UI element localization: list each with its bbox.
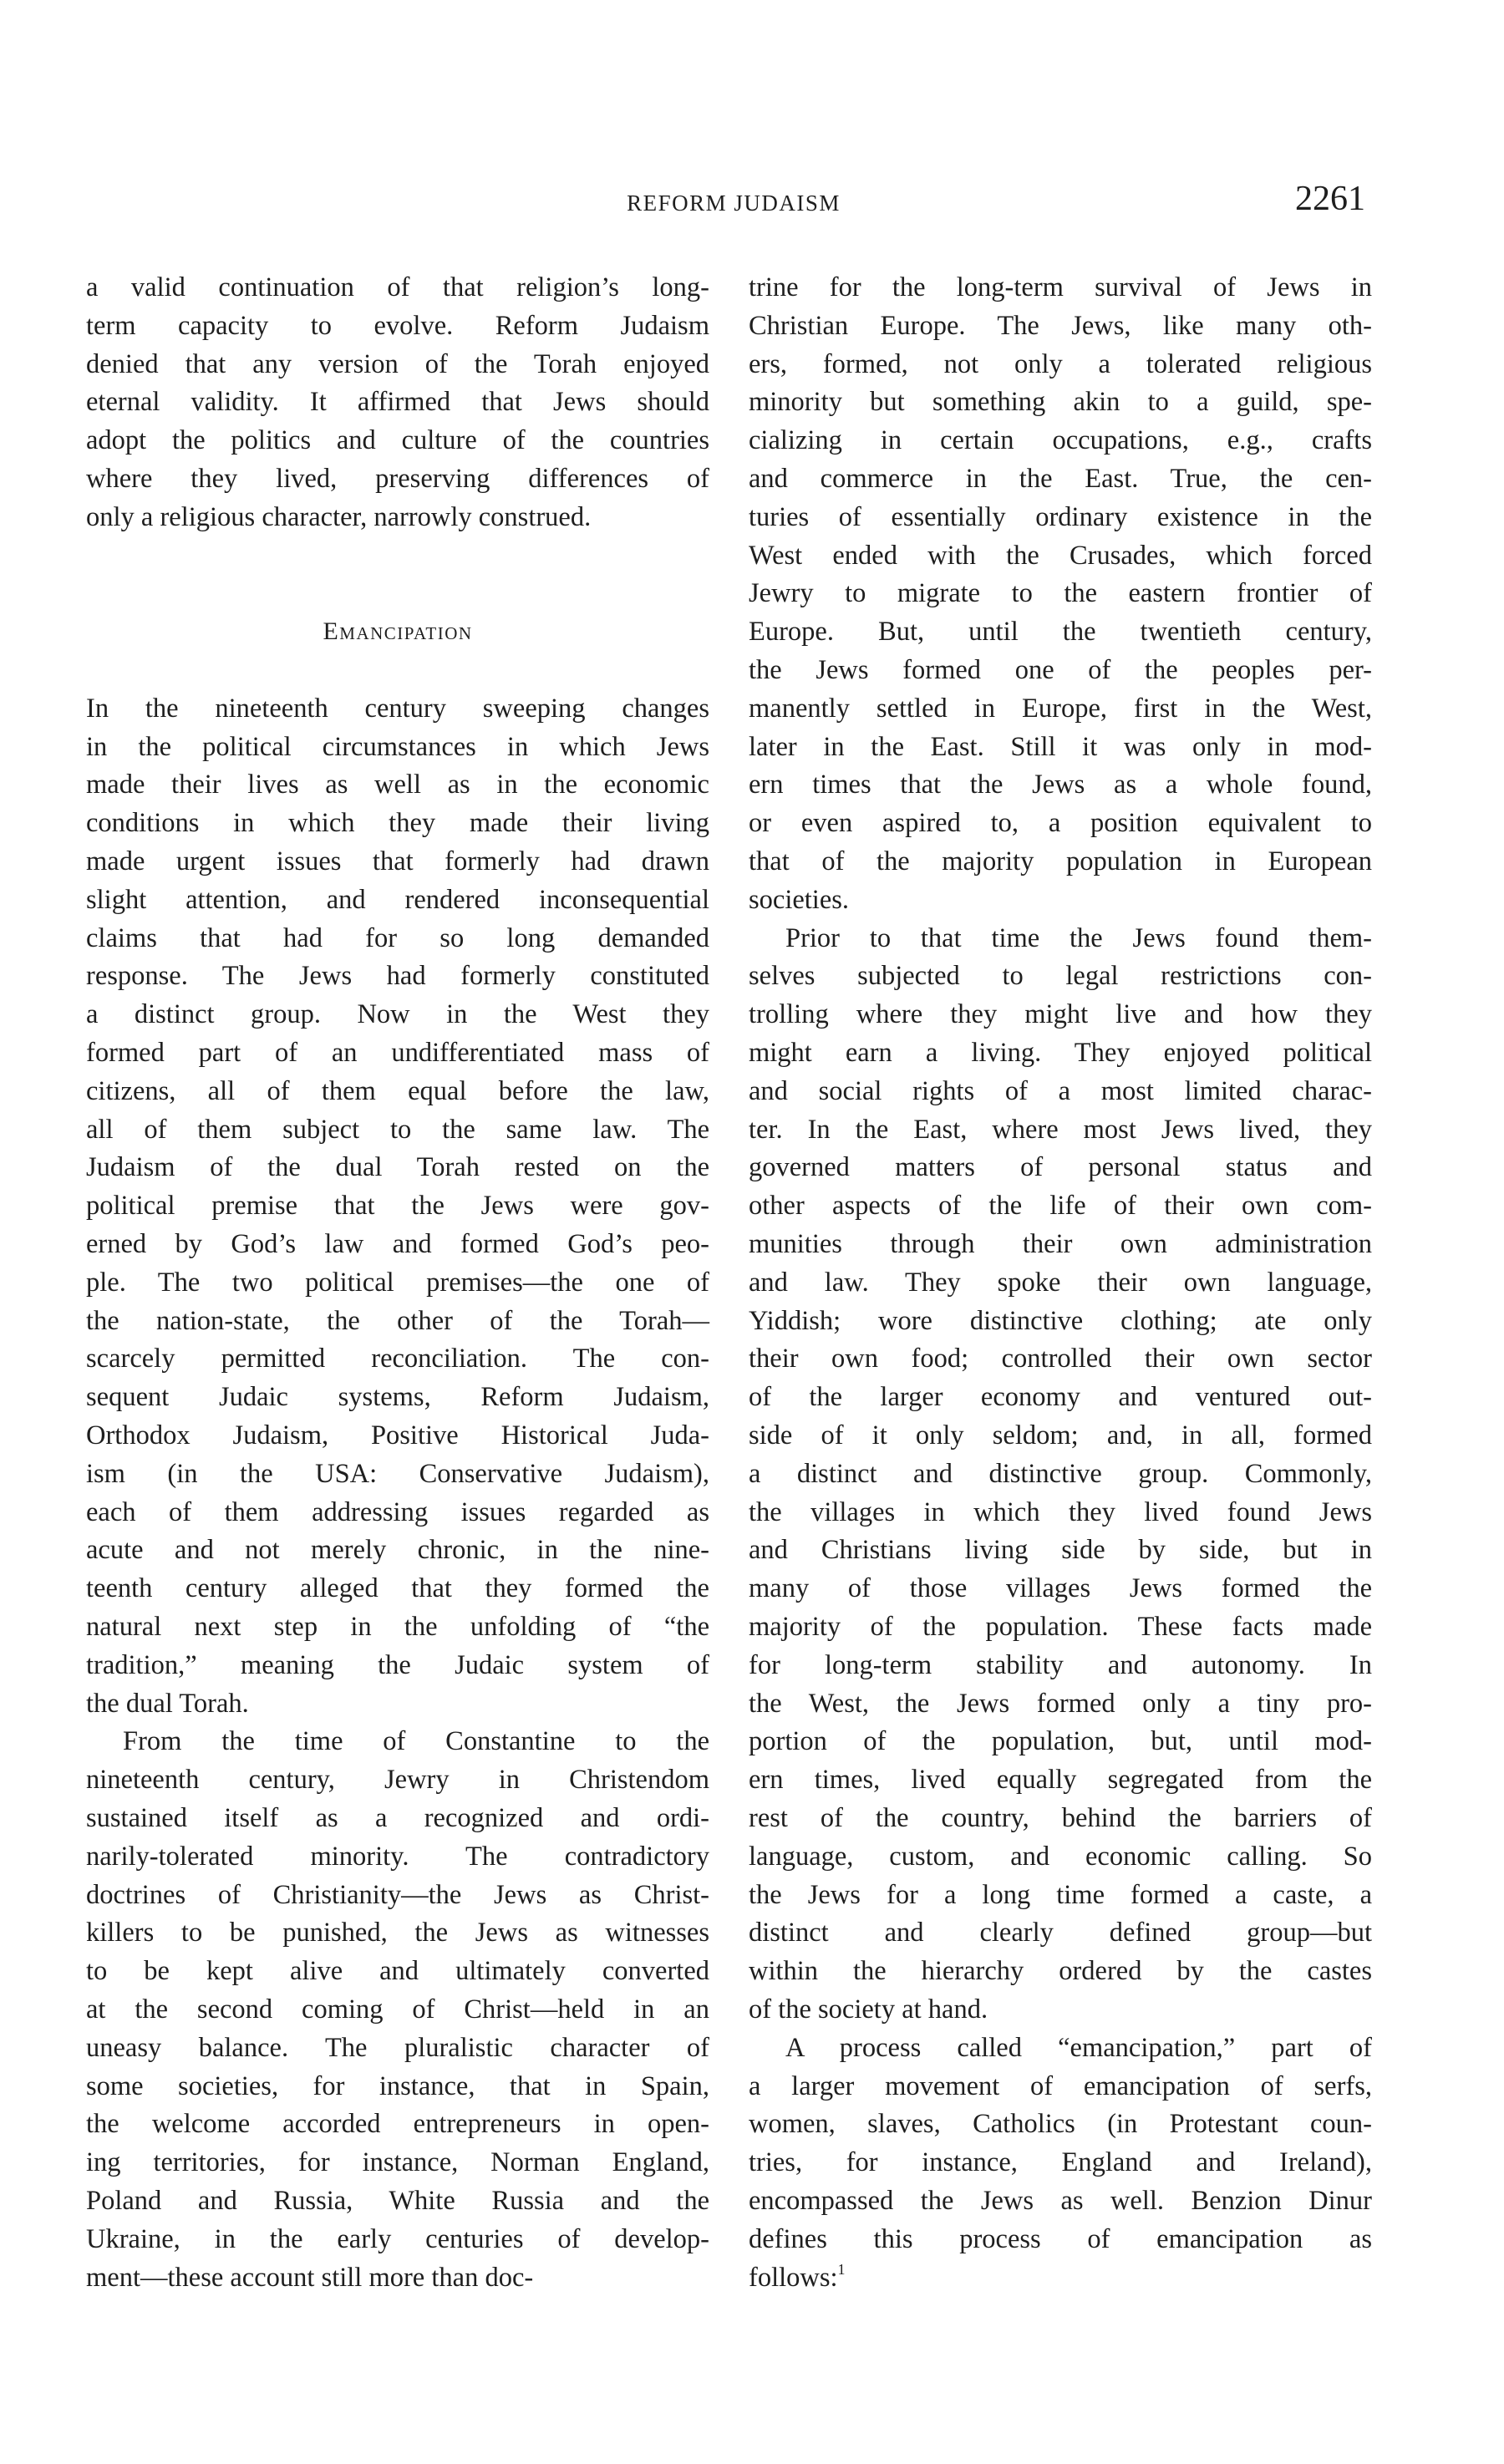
text-line: A process called “emancipation,” part of [785,2032,1372,2063]
text-line: other aspects of the life of their own com- [749,1191,1372,1222]
text-line: West ended with the Crusades, which forced [749,540,1372,571]
text-line: cializing in certain occupations, e.g., crafts [749,425,1372,456]
text-line: within the hierarchy ordered by the castes [749,1956,1372,1987]
text-line: teenth century alleged that they formed the [86,1573,709,1604]
text-line: and Christians living side by side, but in [749,1535,1372,1566]
text-line: ing territories, for instance, Norman England, [86,2147,709,2178]
text-line: ter. In the East, where most Jews lived, they [749,1114,1372,1145]
text-line: majority of the population. These facts made [749,1612,1372,1642]
text-line: made urgent issues that formerly had drawn [86,846,709,876]
right-column [749,0,1372,2464]
text-line: defines this process of emancipation as [749,2223,1372,2254]
text-line: each of them addressing issues regarded as [86,1496,709,1527]
text-line: adopt the politics and culture of the countries [86,425,709,456]
text-line: conditions in which they made their living [86,808,709,839]
text-line: claims that had for so long demanded [86,922,709,953]
text-line: encompassed the Jews as well. Benzion Dinur [749,2186,1372,2216]
text-line: follows:$^1$ [749,2260,846,2293]
text-line: ern times, lived equally segregated from the [749,1765,1372,1796]
text-line: tradition,” meaning the Judaic system of [86,1649,709,1680]
text-line: doctrines of Christianity—the Jews as Christ- [86,1879,709,1910]
text-line: trine for the long-term survival of Jews in [749,272,1372,302]
text-line: political premise that the Jews were gov- [86,1191,709,1222]
text-line: tries, for instance, England and Ireland), [749,2147,1372,2178]
text-line: language, custom, and economic calling. So [749,1841,1372,1872]
text-line: of the society at hand. [749,1994,988,2025]
text-line: the West, the Jews formed only a tiny pro- [749,1688,1372,1719]
text-line: Ukraine, in the early centuries of develop- [86,2223,709,2254]
text-line: at the second coming of Christ—held in an [86,1994,709,2025]
text-line: or even aspired to, a position equivalent to [749,808,1372,839]
text-line: ple. The two political premises—the one of [86,1267,709,1298]
left-column [86,0,709,2464]
text-line: the Jews formed one of the peoples per- [749,655,1372,685]
text-line: sustained itself as a recognized and ordi- [86,1803,709,1833]
text-line: response. The Jews had formerly constituted [86,961,709,992]
text-line: formed part of an undifferentiated mass of [86,1038,709,1068]
text-line: rest of the country, behind the barriers of [749,1803,1372,1833]
text-line: of the larger economy and ventured out- [749,1382,1372,1413]
text-line: in the political circumstances in which Jews [86,731,709,762]
text-line: trolling where they might live and how they [749,999,1372,1030]
text-line: munities through their own administration [749,1229,1372,1259]
text-line: the welcome accorded entrepreneurs in open- [86,2109,709,2140]
text-line: sequent Judaic systems, Reform Judaism, [86,1382,709,1413]
text-line: later in the East. Still it was only in mod- [749,731,1372,762]
footnote-marker: 1 [837,2260,846,2278]
text-line: citizens, all of them equal before the law, [86,1075,709,1106]
text-line: side of it only seldom; and, in all, formed [749,1420,1372,1450]
text-line: women, slaves, Catholics (in Protestant coun- [749,2109,1372,2140]
section-heading: Emancipation [323,617,473,646]
text-line: and law. They spoke their own language, [749,1267,1372,1298]
text-line: the Jews for a long time formed a caste, a [749,1879,1372,1910]
text-line: ern times that the Jews as a whole found, [749,770,1372,800]
text-line: all of them subject to the same law. The [86,1114,709,1145]
text-line: In the nineteenth century sweeping changes [86,693,709,724]
text-line: the villages in which they lived found Jews [749,1496,1372,1527]
text-line: might earn a living. They enjoyed political [749,1038,1372,1068]
text-line: Prior to that time the Jews found them- [785,922,1372,953]
text-line: many of those villages Jews formed the [749,1573,1372,1604]
text-line: uneasy balance. The pluralistic character of [86,2032,709,2063]
text-line: term capacity to evolve. Reform Judaism [86,310,709,341]
text-line: made their lives as well as in the economic [86,770,709,800]
text-line: governed matters of personal status and [749,1152,1372,1183]
text-line: eternal validity. It affirmed that Jews should [86,387,709,418]
text-line: slight attention, and rendered inconsequential [86,884,709,915]
text-line: a distinct group. Now in the West they [86,999,709,1030]
text-line: selves subjected to legal restrictions con- [749,961,1372,992]
text-line: nineteenth century, Jewry in Christendom [86,1765,709,1796]
text-line: Poland and Russia, White Russia and the [86,2186,709,2216]
running-title: REFORM JUDAISM [627,191,841,216]
text-line: narily-tolerated minority. The contradictory [86,1841,709,1872]
text-line: portion of the population, but, until mod- [749,1726,1372,1757]
text-line: a valid continuation of that religion’s long- [86,272,709,302]
text-line: a larger movement of emancipation of serfs, [749,2070,1372,2101]
text-line: Yiddish; wore distinctive clothing; ate only [749,1305,1372,1336]
text-line: manently settled in Europe, first in the West, [749,693,1372,724]
text-line: and social rights of a most limited charac- [749,1075,1372,1106]
text-line: ism (in the USA: Conservative Judaism), [86,1458,709,1489]
text-line: some societies, for instance, that in Spain, [86,2070,709,2101]
text-line: ment—these account still more than doc- [86,2262,534,2293]
text-line: ers, formed, not only a tolerated religious [749,348,1372,379]
text-line: only a religious character, narrowly construed. [86,501,592,532]
text-line: scarcely permitted reconciliation. The con- [86,1344,709,1374]
page-number: 2261 [1295,180,1365,218]
text-line: minority but something akin to a guild, spe- [749,387,1372,418]
text-line: a distinct and distinctive group. Commonly, [749,1458,1372,1489]
text-line: and commerce in the East. True, the cen- [749,464,1372,494]
text-line: Christian Europe. The Jews, like many oth- [749,310,1372,341]
text-line: that of the majority population in European [749,846,1372,876]
text-line: societies. [749,884,850,915]
text-line: Europe. But, until the twentieth century, [749,617,1372,648]
text-line: distinct and clearly defined group—but [749,1918,1372,1948]
text-line: natural next step in the unfolding of “the [86,1612,709,1642]
text-line: killers to be punished, the Jews as witnesses [86,1918,709,1948]
text-line: Jewry to migrate to the eastern frontier of [749,578,1372,609]
text-line: the nation-state, the other of the Torah— [86,1305,709,1336]
text-line: denied that any version of the Torah enjoyed [86,348,709,379]
text-line: Judaism of the dual Torah rested on the [86,1152,709,1183]
text-line: to be kept alive and ultimately converted [86,1956,709,1987]
text-line: From the time of Constantine to the [123,1726,709,1757]
text-line: erned by God’s law and formed God’s peo- [86,1229,709,1259]
text-line: where they lived, preserving differences of [86,464,709,494]
text-line: the dual Torah. [86,1688,249,1719]
text-line: for long-term stability and autonomy. In [749,1649,1372,1680]
text-line: acute and not merely chronic, in the nine- [86,1535,709,1566]
text-line: turies of essentially ordinary existence in the [749,501,1372,532]
text-line: their own food; controlled their own sector [749,1344,1372,1374]
text-line: Orthodox Judaism, Positive Historical Juda- [86,1420,709,1450]
